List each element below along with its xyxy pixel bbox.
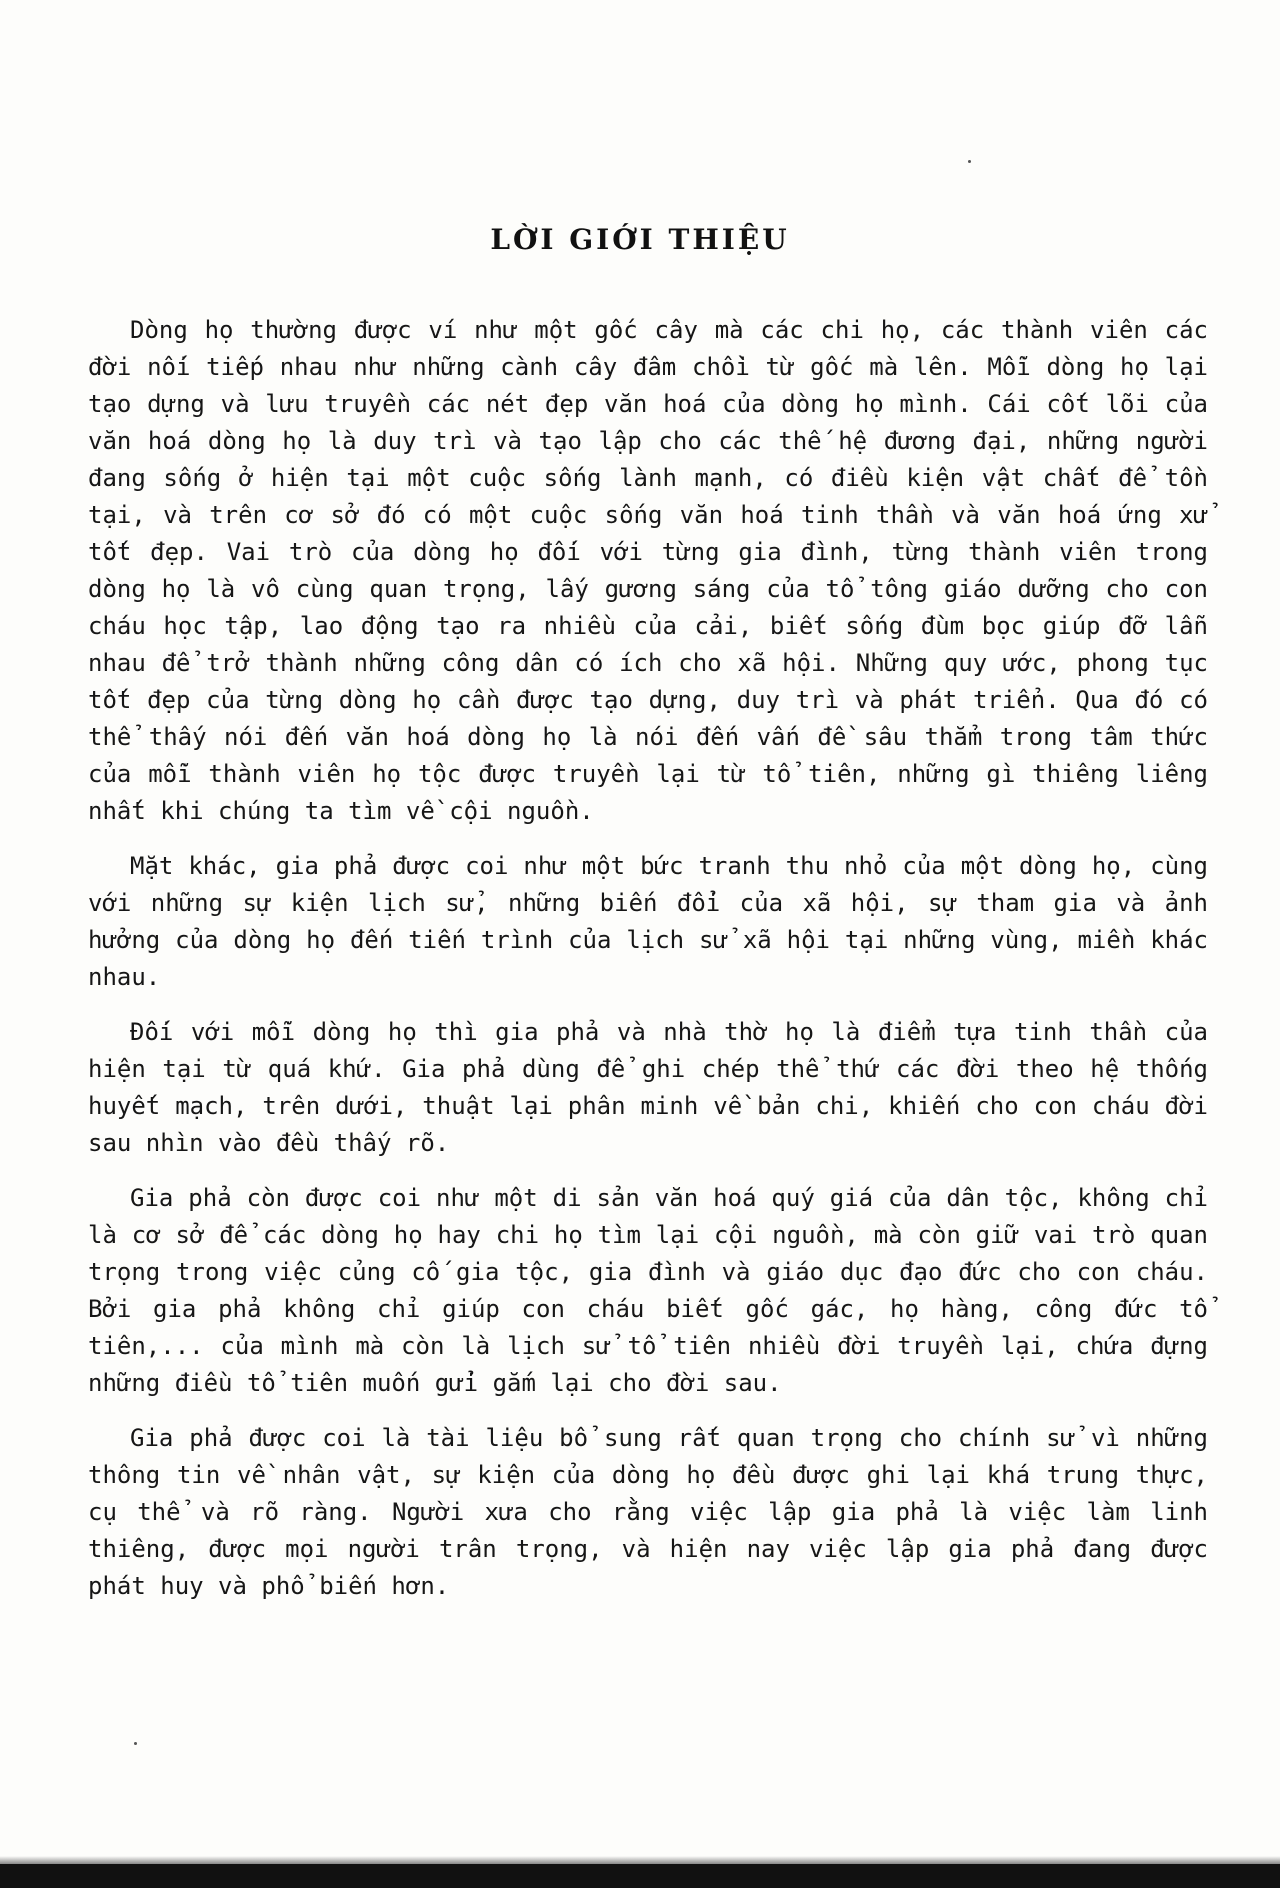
paragraph: Dòng họ thường được ví như một gốc cây mà các chi họ, các thành viên các đời nối tiếp nhau như những cành cây đâm chồi từ gốc mà lên. Mỗi dòng họ lại tạo dựng và lưu truyền các nét đẹp văn hoá của dòng họ mình. Cái cốt lõi của văn hoá dòng họ là duy trì và tạo lập cho các thế hệ đương đại, những người đang sống ở hiện tại một cuộc sống lành mạnh, có điều kiện vật chất để tồn tại, và trên cơ sở đó có một cuộc sống văn hoá tinh thần và văn hoá ứng xử tốt đẹp. Vai trò của dòng họ đối với từng gia đình, từng thành viên trong dòng họ là vô cùng quan trọng, lấy gương sáng của tổ tông giáo dưỡng cho con cháu học tập, lao động tạo ra nhiều của cải, biết sống đùm bọc giúp đỡ lẫn nhau để trở thành những công dân có ích cho xã hội. Những quy ước, phong tục tốt đẹp của từng dòng họ cần được tạo dựng, duy trì và phát triển. Qua đó có thể thấy nói đến văn hoá dòng họ là nói đến vấn đề sâu thẳm trong tâm thức của mỗi thành viên họ tộc được truyền lại từ tổ tiên, những gì thiêng liêng nhất khi chúng ta tìm về cội nguồn. [88,316,1208,825]
paragraph: Mặt khác, gia phả được coi như một bức tranh thu nhỏ của một dòng họ, cùng với những sự kiện lịch sử, những biến đổi của xã hội, sự tham gia và ảnh hưởng của dòng họ đến tiến trình của lịch sử xã hội tại những vùng, miền khác nhau. [88,852,1208,991]
document-body [88,312,1208,1623]
scan-edge-shadow [0,1856,1280,1864]
paragraph: Gia phả còn được coi như một di sản văn hoá quý giá của dân tộc, không chỉ là cơ sở để các dòng họ hay chi họ tìm lại cội nguồn, mà còn giữ vai trò quan trọng trong việc củng cố gia tộc, gia đình và giáo dục đạo đức cho con cháu. Bởi gia phả không chỉ giúp con cháu biết gốc gác, họ hàng, công đức tổ tiên,... của mình mà còn là lịch sử tổ tiên nhiều đời truyền lại, chứa đựng những điều tổ tiên muốn gửi gắm lại cho đời sau. [88,1184,1208,1397]
scan-speck [968,160,971,163]
scan-speck [134,1742,137,1745]
scan-bottom-edge [0,1864,1280,1888]
paragraph: Gia phả được coi là tài liệu bổ sung rất quan trọng cho chính sử vì những thông tin về nhân vật, sự kiện của dòng họ đều được ghi lại khá trung thực, cụ thể và rõ ràng. Người xưa cho rằng việc lập gia phả là việc làm linh thiêng, được mọi người trân trọng, và hiện nay việc lập gia phả đang được phát huy và phổ biến hơn. [88,1424,1208,1600]
page-title: LỜI GIỚI THIỆU [490,222,790,256]
paragraph: Đối với mỗi dòng họ thì gia phả và nhà thờ họ là điểm tựa tinh thần của hiện tại từ quá khứ. Gia phả dùng để ghi chép thể thứ các đời theo hệ thống huyết mạch, trên dưới, thuật lại phân minh về bản chi, khiến cho con cháu đời sau nhìn vào đều thấy rõ. [88,1018,1208,1157]
